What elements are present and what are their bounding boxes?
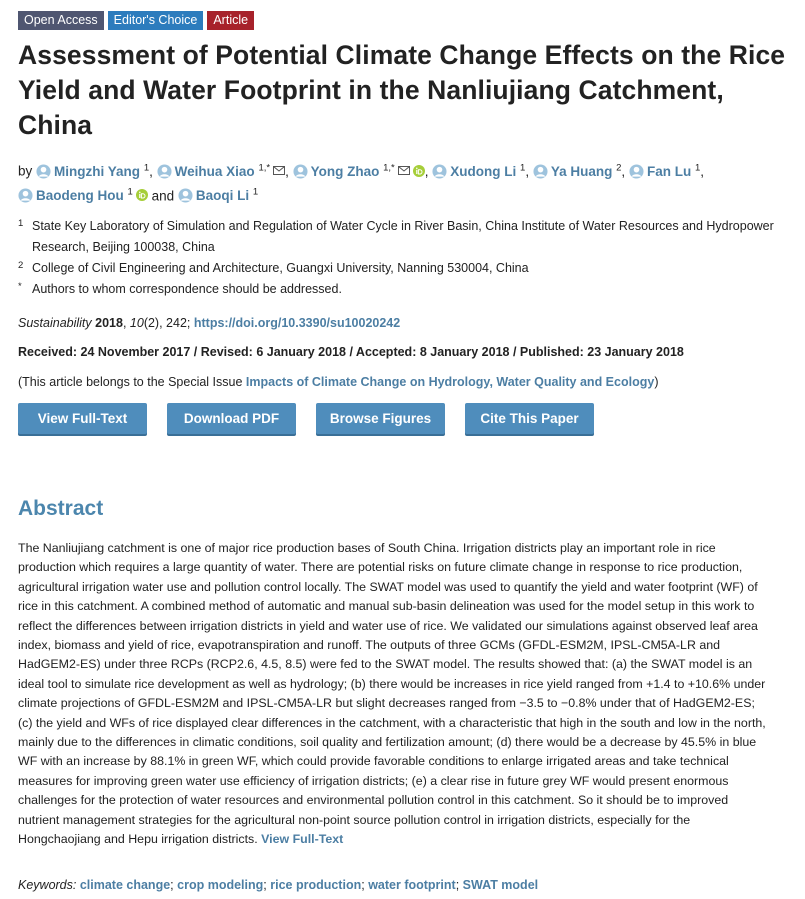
affiliation-text: State Key Laboratory of Simulation and Regulation of Water Cycle in River Basin, China Institute of Water Resources and Hydropower Research, Beijing 100038, China (32, 219, 774, 254)
person-icon (36, 164, 51, 179)
author-affil-sup: 1 (143, 162, 150, 173)
author-affil-sup: 1 (694, 162, 701, 173)
action-buttons (18, 403, 787, 434)
abstract-body (18, 539, 770, 850)
download-pdf-button[interactable]: Download PDF (167, 403, 296, 434)
author-item (629, 164, 704, 179)
article-type-badge: Article (207, 11, 254, 30)
abstract-heading: Abstract (18, 497, 104, 520)
keyword-separator: ; (170, 878, 174, 892)
author-link[interactable]: Baodeng Hou (36, 188, 124, 203)
affiliation-item (18, 216, 787, 258)
affiliation-text: Authors to whom correspondence should be addressed. (32, 282, 342, 296)
journal-name: Sustainability (18, 316, 92, 330)
keyword-separator: ; (455, 878, 460, 892)
keyword-link[interactable]: water footprint (368, 878, 456, 892)
author-affil-sup: 2 (616, 162, 622, 173)
special-issue-link[interactable]: Impacts of Climate Change on Hydrology, Water Quality and Ecology (245, 375, 655, 389)
article-page (0, 0, 805, 434)
person-icon (18, 188, 33, 203)
orcid-icon[interactable] (413, 165, 425, 177)
author-item (36, 164, 157, 179)
keyword-separator: ; (263, 878, 267, 892)
author-separator: , (424, 163, 429, 179)
person-icon (293, 164, 308, 179)
cite-paper-button[interactable]: Cite This Paper (465, 403, 594, 434)
author-separator: , (525, 163, 530, 179)
view-full-text-button[interactable]: View Full-Text (18, 403, 147, 434)
author-item (178, 188, 258, 203)
mail-icon[interactable] (398, 166, 410, 175)
keywords-label: Keywords: (18, 878, 77, 892)
badge-row (18, 11, 787, 30)
person-icon (629, 164, 644, 179)
keyword-separator: ; (361, 878, 365, 892)
author-list (18, 157, 787, 206)
mail-icon[interactable] (273, 166, 285, 175)
affiliation-number: 2 (18, 260, 24, 271)
abstract-view-full-text-link[interactable]: View Full-Text (261, 832, 344, 847)
author-link[interactable]: Weihua Xiao (174, 163, 255, 179)
special-issue-suffix: ) (654, 375, 659, 389)
author-item (18, 188, 152, 203)
citation-issue-pages: (2), 242; (143, 316, 191, 330)
author-item (293, 164, 433, 179)
citation-volume: 10 (129, 316, 144, 330)
special-issue-note (18, 373, 787, 391)
keyword-link[interactable]: crop modeling (177, 878, 264, 892)
author-link[interactable]: Ya Huang (550, 163, 613, 179)
affiliation-list (18, 216, 787, 300)
author-separator: , (700, 163, 705, 179)
author-separator: , (285, 163, 289, 179)
author-item (432, 164, 533, 179)
citation-year: 2018 (95, 316, 123, 330)
person-icon (533, 164, 548, 179)
by-label: by (18, 163, 33, 179)
author-affil-sup: 1,* (383, 162, 395, 173)
abstract-text: The Nanliujiang catchment is one of major rice production bases of South China. Irrigation districts play an important role in rice production which requires a large quantity of water. There are potential risks on future climate change in response to rice production, agricultural irrigation water use and pollution control locally. The SWAT model was used to quantify the yield and water footprint (WF) of rice in this catchment. A combined method of automatic and manual sub-basin delineation was used for the model setup in this work to reflect the differences between irrigation districts in yield and water use of rice. We validated our simulations against observed leaf area index, biomass and yield of rice, evapotranspiration and runoff. The outputs of three GCMs (GFDL-ESM2M, IPSL-CM5A-LR and HadGEM2-ES) under three RCPs (RCP2.6, 4.5, 8.5) were fed to the SWAT model. The results showed that: (a) the SWAT model is an ideal tool to simulate rice development as well as hydrology; (b) there would be increases in rice yield ranged from +1.4 to +10.6% under climate projections of GFDL-ESM2M and IPSL-CM5A-LR but slight decreases ranged from −3.5 to −0.8% under that of HadGEM2-ES; (c) the yield and WFs of rice displayed clear differences in the catchment, with a characteristic that high in the south and low in the north, mainly due to the differences in climatic conditions, soil quality and fertilization amount; (d) there would be a decrease by 45.5% in blue WF with an increase by 88.1% in green WF, which could provide favorable conditions to enlarge irrigated areas and take technical measures for improving green water use efficiency of irrigation districts; (e) a clear rise in future grey WF would present enormous challenges for the protection of water resources and environmental pollution control in this catchment. So it should be to improved nutrient management strategies for the agricultural non-point source pollution control in irrigation districts, especially for the Hongchaojiang and Hepu irrigation districts. (18, 541, 766, 847)
author-link[interactable]: Baoqi Li (195, 188, 250, 203)
person-icon (178, 188, 193, 203)
person-icon (432, 164, 447, 179)
author-link[interactable]: Yong Zhao (310, 163, 380, 179)
author-link[interactable]: Xudong Li (450, 163, 517, 179)
author-separator: , (621, 163, 626, 179)
keyword-link[interactable]: SWAT model (462, 878, 539, 892)
author-link[interactable]: Fan Lu (646, 163, 692, 179)
keyword-link[interactable]: rice production (270, 878, 362, 892)
author-separator: , (149, 163, 153, 179)
affiliation-number: * (18, 281, 22, 292)
doi-link[interactable]: https://doi.org/10.3390/su10020242 (193, 316, 401, 330)
keywords-line (18, 876, 538, 894)
author-item (533, 164, 629, 179)
author-link[interactable]: Mingzhi Yang (54, 163, 141, 179)
author-affil-sup: 1 (520, 162, 526, 173)
article-title: Assessment of Potential Climate Change Effects on the Rice Yield and Water Footprint in the Nanliujiang Catchment, China (18, 40, 786, 140)
author-affil-sup: 1 (127, 186, 133, 198)
affiliation-item (18, 258, 787, 279)
special-issue-prefix: (This article belongs to the Special Issue (18, 375, 246, 389)
person-icon (157, 164, 172, 179)
editors-choice-badge[interactable]: Editor's Choice (108, 11, 204, 30)
open-access-badge[interactable]: Open Access (18, 11, 104, 30)
and-label: and (151, 188, 175, 203)
author-affil-sup: 1,* (258, 162, 271, 173)
author-item (157, 164, 293, 179)
keyword-link[interactable]: climate change (79, 878, 171, 892)
browse-figures-button[interactable]: Browse Figures (316, 403, 445, 434)
author-affil-sup: 1 (252, 186, 259, 198)
citation-line: Sustainability 2018, 10(2), 242; https://doi.org/10.3390/su10020242 (18, 316, 401, 330)
affiliation-item (18, 279, 787, 300)
publication-dates: Received: 24 November 2017 / Revised: 6 January 2018 / Accepted: 8 January 2018 / Published: 23 January 2018 (18, 345, 684, 359)
orcid-icon[interactable] (136, 189, 148, 201)
affiliation-number: 1 (18, 218, 24, 229)
affiliation-text: College of Civil Engineering and Architecture, Guangxi University, Nanning 530004, China (32, 261, 529, 275)
